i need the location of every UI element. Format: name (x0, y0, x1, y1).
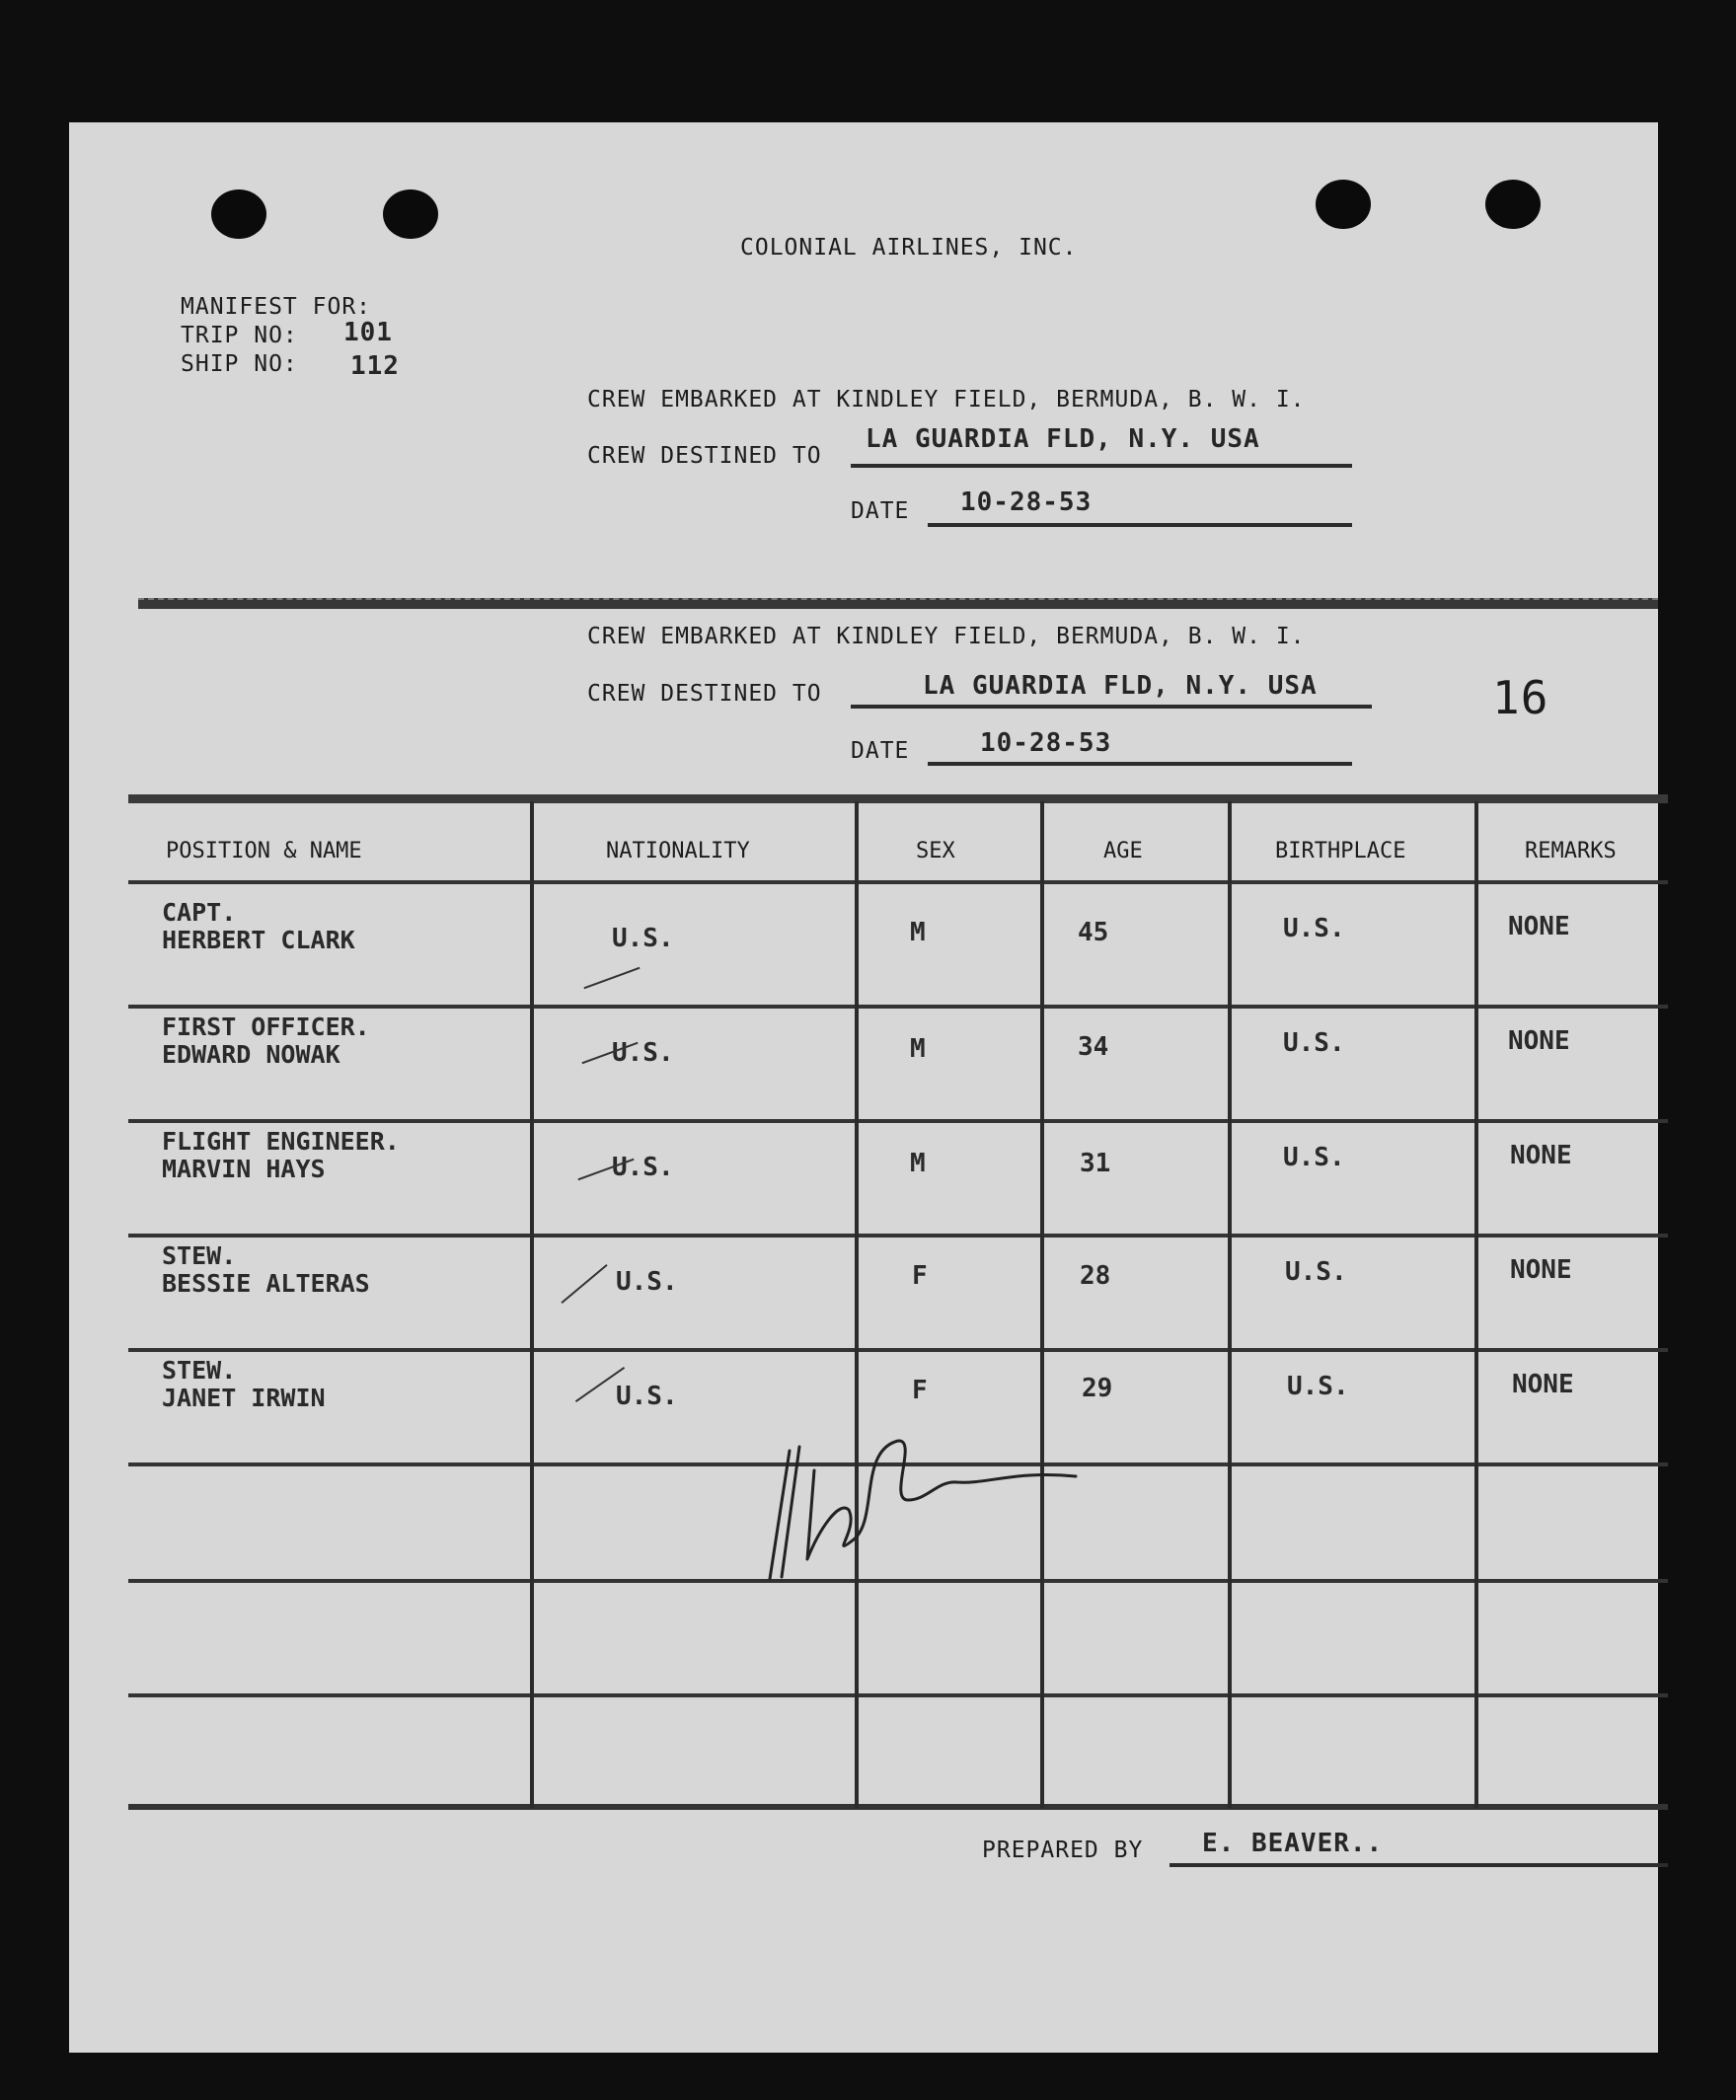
row-sex: F (912, 1376, 928, 1405)
column-divider (1040, 801, 1044, 1808)
header-position-name: POSITION & NAME (166, 839, 362, 863)
company-name: COLONIAL AIRLINES, INC. (740, 235, 1078, 261)
upper-date-label: DATE (851, 498, 910, 524)
prepared-by: E. BEAVER.. (1202, 1829, 1384, 1858)
trip-number: 101 (343, 318, 393, 347)
punch-hole (1316, 180, 1371, 229)
upper-date-line (928, 523, 1352, 527)
lower-date: 10-28-53 (980, 728, 1112, 758)
row-age: 31 (1080, 1149, 1111, 1178)
row-nationality: U.S. (616, 1267, 678, 1297)
lower-destined-line (851, 705, 1372, 709)
row-age: 29 (1082, 1374, 1113, 1403)
lower-date-line (928, 762, 1352, 766)
column-divider (1474, 801, 1478, 1808)
row-name: EDWARD NOWAK (162, 1040, 340, 1069)
ship-number: 112 (350, 351, 400, 381)
row-birthplace: U.S. (1287, 1372, 1349, 1401)
lower-destined: LA GUARDIA FLD, N.Y. USA (923, 671, 1318, 701)
separator-bar (138, 598, 1658, 609)
row-age: 34 (1078, 1032, 1109, 1062)
row-name: JANET IRWIN (162, 1384, 326, 1412)
header-sex: SEX (916, 839, 955, 863)
prepared-label: PREPARED BY (982, 1838, 1144, 1863)
row-remarks: NONE (1508, 912, 1570, 941)
manifest-label: MANIFEST FOR: (181, 294, 372, 320)
row-remarks: NONE (1510, 1255, 1572, 1285)
punch-hole (211, 189, 266, 239)
header-rule (128, 880, 1668, 884)
row-remarks: NONE (1510, 1141, 1572, 1170)
row-position: STEW. (162, 1356, 237, 1385)
lower-date-label: DATE (851, 738, 910, 764)
row-sex: M (910, 1149, 926, 1178)
column-divider (530, 801, 534, 1808)
row-remarks: NONE (1508, 1026, 1570, 1056)
row-birthplace: U.S. (1283, 914, 1345, 943)
row-name: MARVIN HAYS (162, 1155, 326, 1183)
row-rule (128, 1348, 1668, 1352)
row-sex: M (910, 918, 926, 947)
page-number: 16 (1492, 671, 1549, 724)
upper-destined: LA GUARDIA FLD, N.Y. USA (866, 424, 1260, 454)
upper-embarked: CREW EMBARKED AT KINDLEY FIELD, BERMUDA, B. W. I. (587, 387, 1306, 412)
row-nationality: U.S. (612, 1038, 674, 1068)
signature (760, 1411, 1086, 1589)
row-sex: M (910, 1034, 926, 1064)
row-name: HERBERT CLARK (162, 926, 355, 954)
table-top-border (128, 794, 1668, 803)
header-remarks: REMARKS (1525, 839, 1617, 863)
row-age: 45 (1078, 918, 1109, 947)
row-nationality: U.S. (612, 1153, 674, 1182)
row-rule (128, 1119, 1668, 1123)
row-position: FIRST OFFICER. (162, 1012, 370, 1041)
row-nationality: U.S. (616, 1382, 678, 1411)
row-position: CAPT. (162, 898, 237, 927)
column-divider (1228, 801, 1232, 1808)
header-age: AGE (1103, 839, 1143, 863)
row-birthplace: U.S. (1283, 1028, 1345, 1058)
column-divider (855, 801, 859, 1808)
header-birthplace: BIRTHPLACE (1275, 839, 1406, 863)
punch-hole (1485, 180, 1541, 229)
row-sex: F (912, 1261, 928, 1291)
row-age: 28 (1080, 1261, 1111, 1291)
row-remarks: NONE (1512, 1370, 1574, 1399)
row-position: STEW. (162, 1241, 237, 1270)
row-rule (128, 1005, 1668, 1009)
upper-destined-label: CREW DESTINED TO (587, 443, 822, 469)
header-nationality: NATIONALITY (606, 839, 750, 863)
upper-date: 10-28-53 (960, 488, 1093, 517)
trip-label: TRIP NO: (181, 323, 298, 348)
row-birthplace: U.S. (1283, 1143, 1345, 1172)
table-bottom-border (128, 1804, 1668, 1810)
row-birthplace: U.S. (1285, 1257, 1347, 1287)
ship-label: SHIP NO: (181, 351, 298, 377)
punch-hole (383, 189, 438, 239)
row-position: FLIGHT ENGINEER. (162, 1127, 400, 1156)
row-nationality: U.S. (612, 924, 674, 953)
prepared-line (1170, 1863, 1668, 1867)
lower-embarked: CREW EMBARKED AT KINDLEY FIELD, BERMUDA, B. W. I. (587, 624, 1306, 649)
upper-destined-line (851, 464, 1352, 468)
row-rule (128, 1693, 1668, 1697)
lower-destined-label: CREW DESTINED TO (587, 681, 822, 707)
row-rule (128, 1234, 1668, 1238)
row-name: BESSIE ALTERAS (162, 1269, 370, 1298)
